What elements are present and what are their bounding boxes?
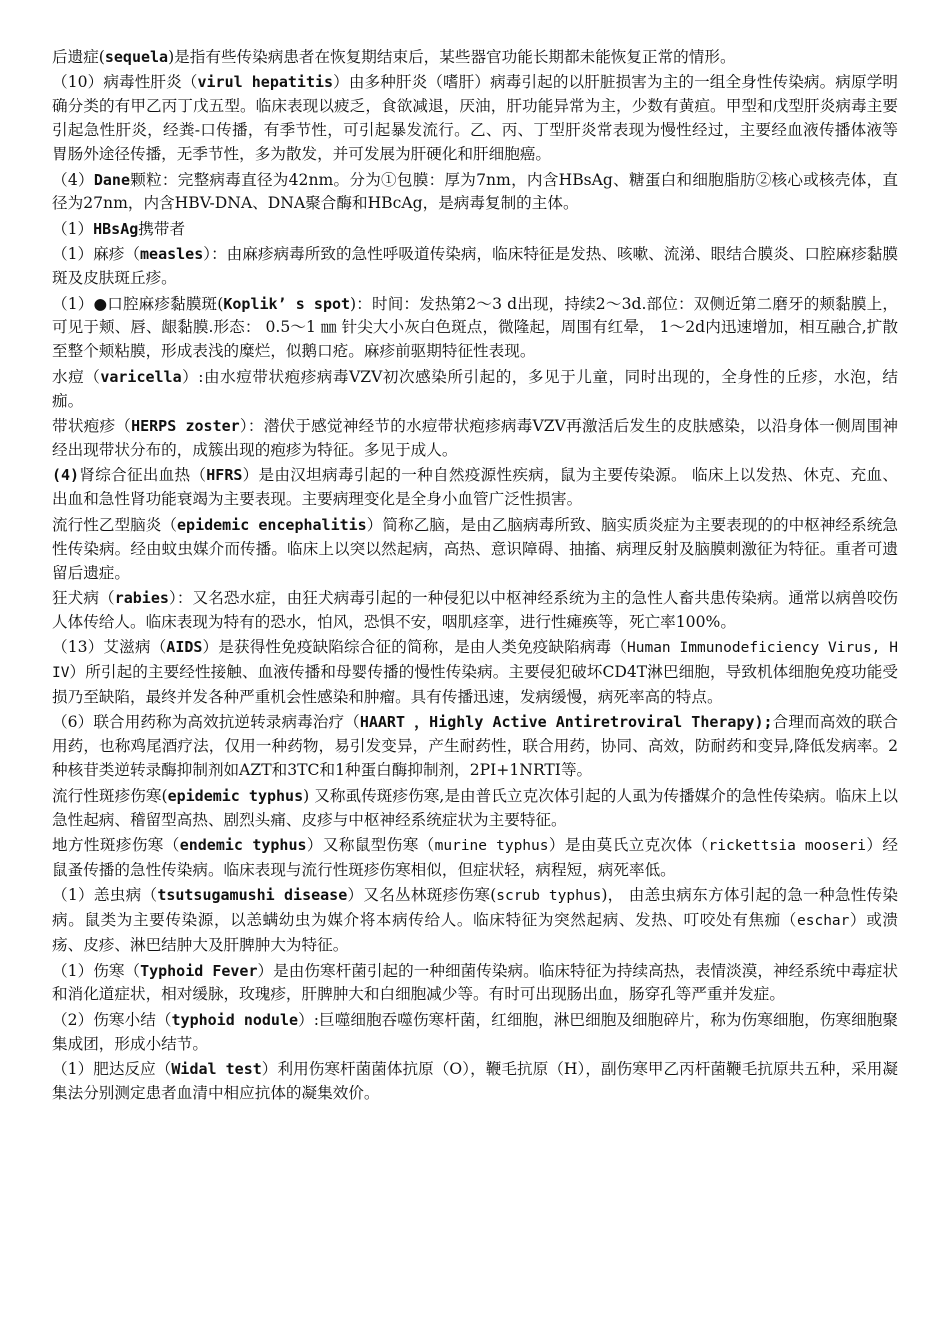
- paragraph-text: 携带者: [138, 219, 186, 238]
- paragraph: [52, 711, 898, 783]
- term-english: epidemic encephalitis: [177, 515, 367, 534]
- paragraph-text: 颗粒：完整病毒直径为42nm。分为①包膜：厚为7nm，内含HBsAg、糖蛋白和细胞脂肪②核心或核壳体，直径为27nm，内含HBV-DNA、DNA聚合酶和HBcAg，是病毒复制的主体。: [52, 170, 899, 213]
- paragraph-text: ）利用伤寒杆菌菌体抗原（O），鞭毛抗原（H），副伤寒甲乙丙杆菌鞭毛抗原共五种，采用凝集法分别测定患者血清中相应抗体的凝集效价。: [52, 1060, 898, 1103]
- paragraph-text: )是指有些传染病患者在恢复期结束后，某些器官功能长期都未能恢复正常的情形。: [168, 48, 736, 66]
- paragraph: [52, 514, 898, 586]
- paragraph-text: 水痘（: [52, 367, 101, 386]
- term-latin: scrub typhus: [496, 888, 602, 905]
- paragraph-text: 流行性斑疹伤寒(: [52, 786, 168, 805]
- term-english: typhoid nodule: [171, 1010, 299, 1029]
- term-english: Dane: [93, 170, 130, 189]
- paragraph: [52, 218, 898, 242]
- paragraph: [52, 1009, 898, 1057]
- paragraph-text: ）:巨噬细胞吞噬伤寒杆菌，红细胞，淋巴细胞及细胞碎片，称为伤寒细胞，伤寒细胞聚集成团，形成小结节。: [52, 1010, 899, 1053]
- term-english: Typhoid Fever: [140, 961, 258, 980]
- paragraph-text: ）：由麻疹病毒所致的急性呼吸道传染病，临床特征是发热、咳嗽、流涕、眼结合膜炎、口腔麻疹黏膜斑及皮肤斑丘疹。: [52, 245, 899, 288]
- paragraph-text: )：时间：发热第2～3 d出现，持续2～3d.部位：双侧近第二磨牙的颊黏膜上，可见于颊、唇、龈黏膜.形态： 0.5～1 ㎜ 针尖大小灰白色斑点，微隆起，周围有红晕， 1～2d内迅速增加，相互融合,扩散至整个颊粘膜，形成表浅的糜烂，似鹅口疮。麻疹前驱期特征性表现。: [52, 294, 898, 361]
- term-english: rabies: [114, 588, 169, 607]
- paragraph: [52, 293, 898, 365]
- paragraph-text: ）所引起的主要经性接触、血液传播和母婴传播的慢性传染病。主要侵犯破坏CD4T淋巴细胞，导致机体细胞免疫功能受损乃至缺陷，最终并发各种严重机会性感染和肿瘤。具有传播迅速，发病缓慢，病死率高的特点。: [52, 663, 898, 707]
- term-english: HERPS zoster: [131, 417, 240, 436]
- paragraph-text: 地方性斑疹伤寒（: [52, 836, 180, 854]
- term-english: measles: [140, 245, 204, 264]
- paragraph-text: （1）: [52, 219, 94, 238]
- term-english: (4): [52, 466, 80, 485]
- term-english: tsutsugamushi disease: [157, 886, 348, 905]
- term-english: virul hepatitis: [197, 73, 334, 92]
- paragraph-text: （4）: [52, 170, 94, 189]
- paragraph: [52, 1058, 898, 1106]
- paragraph-text: ) 又称虱传斑疹伤寒,是由普氏立克次体引起的人虱为传播媒介的急性传染病。临床上以急性起病、稽留型高热、剧烈头痛、皮疹与中枢神经系统症状为主要特征。: [52, 786, 898, 829]
- term-latin: eschar: [797, 913, 850, 930]
- paragraph-text: ）是由汉坦病毒引起的一种自然疫源性疾病，鼠为主要传染源。 临床上以发热、休克、充血、出血和急性肾功能衰竭为主要表现。主要病理变化是全身小血管广泛性损害。: [52, 466, 898, 509]
- term-english: AIDS: [166, 638, 203, 657]
- term-english: endemic typhus: [179, 836, 307, 854]
- term-latin: rickettsia mooseri: [708, 838, 867, 854]
- paragraph: [52, 587, 898, 635]
- document-page: [52, 46, 898, 1107]
- paragraph-text: ）由多种肝炎（嗜肝）病毒引起的以肝脏损害为主的一组全身性传染病。病原学明确分类的有甲乙丙丁戊五型。临床表现以疲乏，食欲减退，厌油，肝功能异常为主，少数有黄疸。甲型和戊型肝炎病毒主要引起急性肝炎，经粪-口传播，有季节性，可引起暴发流行。乙、丙、丁型肝炎常表现为慢性经过，主要经血液传播体液等胃肠外途径传播，无季节性，多为散发，并可发展为肝硬化和肝细胞癌。: [52, 73, 898, 164]
- paragraph-text: 后遗症(: [52, 48, 105, 66]
- paragraph-text: 合理而高效的联合用药，也称鸡尾酒疗法，仅用一种药物，易引发变异，产生耐药性，联合用药，协同、高效，防耐药和变异,降低发病率。2种核苷类逆转录酶抑制剂如AZT和3TC和1种蛋白酶抑制剂，2PI+1NRTI等。: [52, 713, 898, 780]
- paragraph-text: ）：潜伏于感觉神经节的水痘带状疱疹病毒VZV再激活后发生的皮肤感染，以沿身体一侧周围神经出现带状分布的，成簇出现的疱疹为特征。多见于成人。: [52, 417, 898, 459]
- paragraph: [52, 834, 898, 883]
- paragraph: [52, 366, 898, 414]
- term-english: HAART ，Highly Active Antiretroviral Therapy);: [359, 713, 773, 732]
- paragraph-text: 肾综合征出血热（: [79, 466, 207, 485]
- paragraph-text: ）经鼠蚤传播的急性传染病。临床表现与流行性斑疹伤寒相似，但症状轻，病程短，病死率低。: [52, 836, 898, 879]
- paragraph: [52, 636, 898, 710]
- paragraph: [52, 71, 898, 167]
- paragraph: [52, 884, 898, 958]
- paragraph-text: ）又称鼠型伤寒（: [306, 836, 435, 854]
- term-english: epidemic typhus: [167, 786, 304, 805]
- paragraph: [52, 960, 898, 1008]
- term-latin: murine typhus: [434, 838, 549, 854]
- paragraph-text: ）是由伤寒杆菌引起的一种细菌传染病。临床特征为持续高热，表情淡漠，神经系统中毒症状和消化道症状，相对缓脉，玫瑰疹，肝脾肿大和白细胞减少等。有时可出现肠出血，肠穿孔等严重并发症。: [52, 961, 898, 1004]
- term-english: HBsAg: [93, 219, 139, 238]
- paragraph: [52, 785, 898, 833]
- term-english: sequela: [104, 48, 169, 66]
- paragraph-text: )， 由恙虫病东方体引起的急一种急性传染病。鼠类为主要传染源，以恙螨幼虫为媒介将本病传给人。临床特征为突然起病、发热、叮咬处有焦痂（: [52, 886, 899, 930]
- document-body: [52, 46, 898, 1106]
- paragraph: [52, 46, 898, 70]
- paragraph-text: ）或溃疡、皮疹、淋巴结肿大及肝脾肿大为特征。: [52, 911, 898, 955]
- term-english: Koplik’ s spot: [223, 294, 351, 313]
- term-english: HFRS: [206, 466, 243, 485]
- paragraph-text: （10）病毒性肝炎（: [52, 73, 198, 92]
- paragraph-text: （6）联合用药称为高效抗逆转录病毒治疗（: [52, 713, 360, 732]
- paragraph: [52, 243, 898, 291]
- paragraph-text: （1）恙虫病（: [52, 886, 158, 905]
- term-english: varicella: [100, 367, 182, 386]
- term-english: Widal test: [171, 1060, 262, 1079]
- paragraph-text: （2）伤寒小结（: [52, 1010, 172, 1029]
- paragraph-text: 狂犬病（: [52, 588, 115, 607]
- paragraph-text: （1）肥达反应（: [52, 1060, 172, 1079]
- paragraph-text: ）又名丛林斑疹伤寒(: [347, 886, 497, 905]
- term-latin: Human Immunodeficiency Virus, HIV: [52, 640, 899, 682]
- paragraph-text: （1）●口腔麻疹黏膜斑(: [52, 294, 224, 313]
- paragraph-text: 带状疱疹（: [52, 417, 132, 436]
- paragraph: [52, 169, 898, 217]
- paragraph-text: （1）伤寒（: [52, 961, 141, 980]
- paragraph-text: ）是获得性免疫缺陷综合征的简称，是由人类免疫缺陷病毒（: [202, 638, 627, 657]
- paragraph: [52, 415, 898, 463]
- paragraph-text: ）：又名恐水症，由狂犬病毒引起的一种侵犯以中枢神经系统为主的急性人畜共患传染病。通常以病兽咬伤人体传给人。临床表现为特有的恐水，怕风，恐惧不安，咽肌痉挛，进行性瘫痪等，死亡率100%。: [52, 588, 898, 631]
- paragraph-text: （1）麻疹（: [52, 245, 141, 264]
- paragraph-text: ）是由莫氏立克次体（: [548, 836, 709, 854]
- paragraph-text: ）简称乙脑，是由乙脑病毒所致、脑实质炎症为主要表现的的中枢神经系统急性传染病。经由蚊虫媒介而传播。临床上以突以然起病，高热、意识障碍、抽搐、病理反射及脑膜刺激征为特征。重者可遗留后遗症。: [52, 515, 898, 582]
- paragraph: [52, 464, 898, 512]
- paragraph-text: （13）艾滋病（: [52, 638, 167, 657]
- paragraph-text: 流行性乙型脑炎（: [52, 515, 178, 534]
- paragraph-text: ）:由水痘带状疱疹病毒VZV初次感染所引起的，多见于儿童，同时出现的，全身性的丘疹，水泡，结痂。: [52, 367, 898, 410]
